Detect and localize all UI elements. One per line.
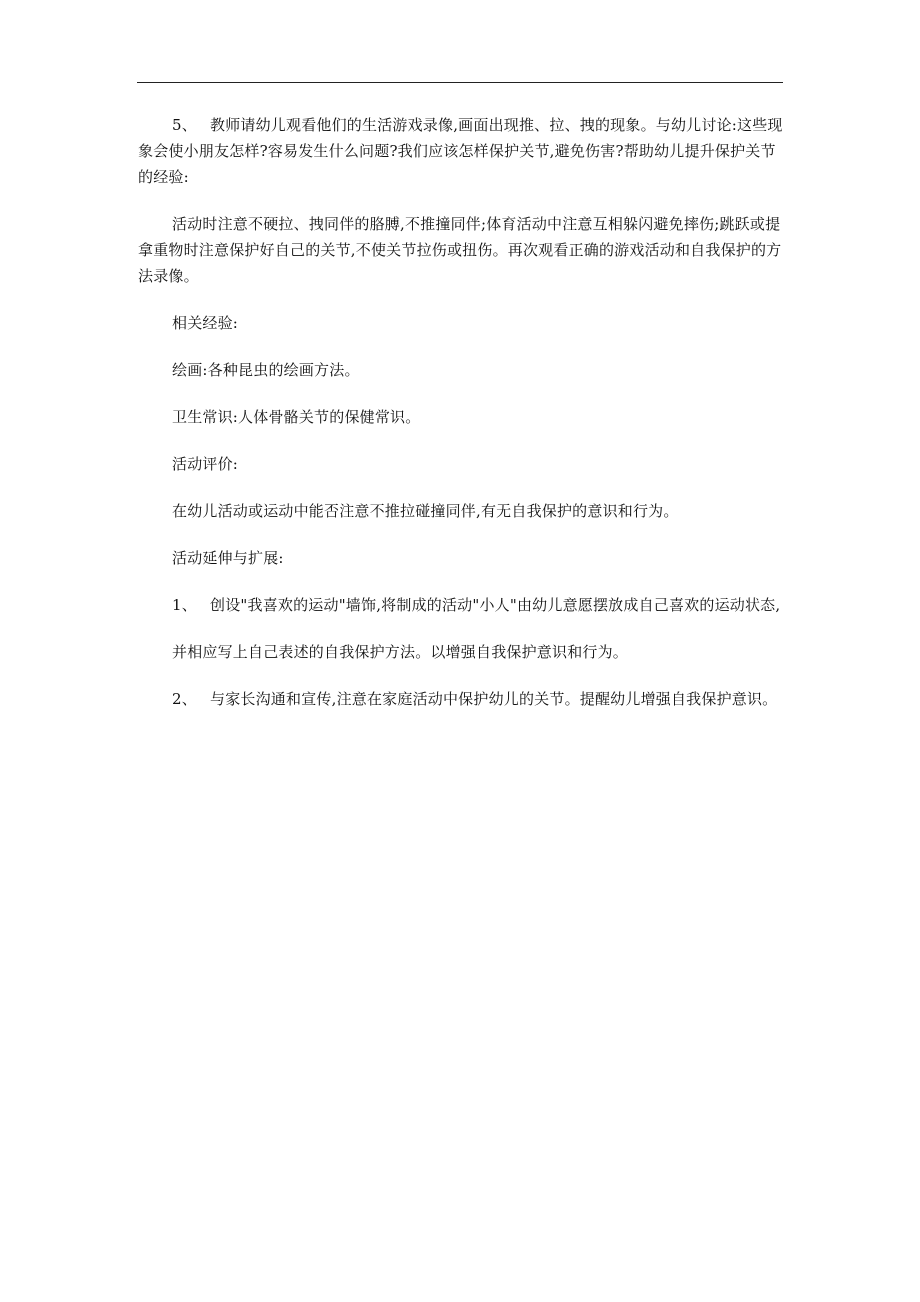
heading-evaluation: 活动评价: [172, 455, 239, 473]
paragraph-evaluation: 在幼儿活动或运动中能否注意不推拉碰撞同伴,有无自我保护的意识和行为。 [172, 502, 679, 520]
header-rule [137, 82, 783, 83]
paragraph-item-1 [138, 592, 784, 618]
paragraph-text: 教师请幼儿观看他们的生活游戏录像,画面出现推、拉、拽的现象。与幼儿讨论:这些现象会使小朋友怎样?容易发生什么问题?我们应该怎样保护关节,避免伤害?帮助幼儿提升保护关节的经验: [138, 116, 783, 186]
heading-extension: 活动延伸与扩展: [172, 549, 284, 567]
document-body [138, 112, 784, 712]
heading-related-experience: 相关经验: [172, 314, 239, 332]
paragraph-item-1-continued: 并相应写上自己表述的自我保护方法。以增强自我保护意识和行为。 [172, 643, 629, 661]
paragraph-guidance: 活动时注意不硬拉、拽同伴的胳膊,不推撞同伴;体育活动中注意互相躲闪避免摔伤;跳跃或提拿重物时注意保护好自己的关节,不使关节拉伤或扭伤。再次观看正确的游戏活动和自我保护的方法录像。 [138, 215, 782, 285]
paragraph-step-5 [138, 112, 784, 190]
paragraph-text: 与家长沟通和宣传,注意在家庭活动中保护幼儿的关节。提醒幼儿增强自我保护意识。 [210, 690, 778, 708]
list-number: 1、 [172, 596, 197, 614]
paragraph-drawing: 绘画:各种昆虫的绘画方法。 [172, 361, 360, 379]
paragraph-hygiene: 卫生常识:人体骨骼关节的保健常识。 [172, 408, 421, 426]
paragraph-text: 创设"我喜欢的运动"墙饰,将制成的活动"小人"由幼儿意愿摆放成自己喜欢的运动状态, [210, 596, 781, 614]
list-number: 5、 [172, 116, 197, 134]
list-number: 2、 [172, 690, 197, 708]
paragraph-item-2 [138, 686, 784, 712]
